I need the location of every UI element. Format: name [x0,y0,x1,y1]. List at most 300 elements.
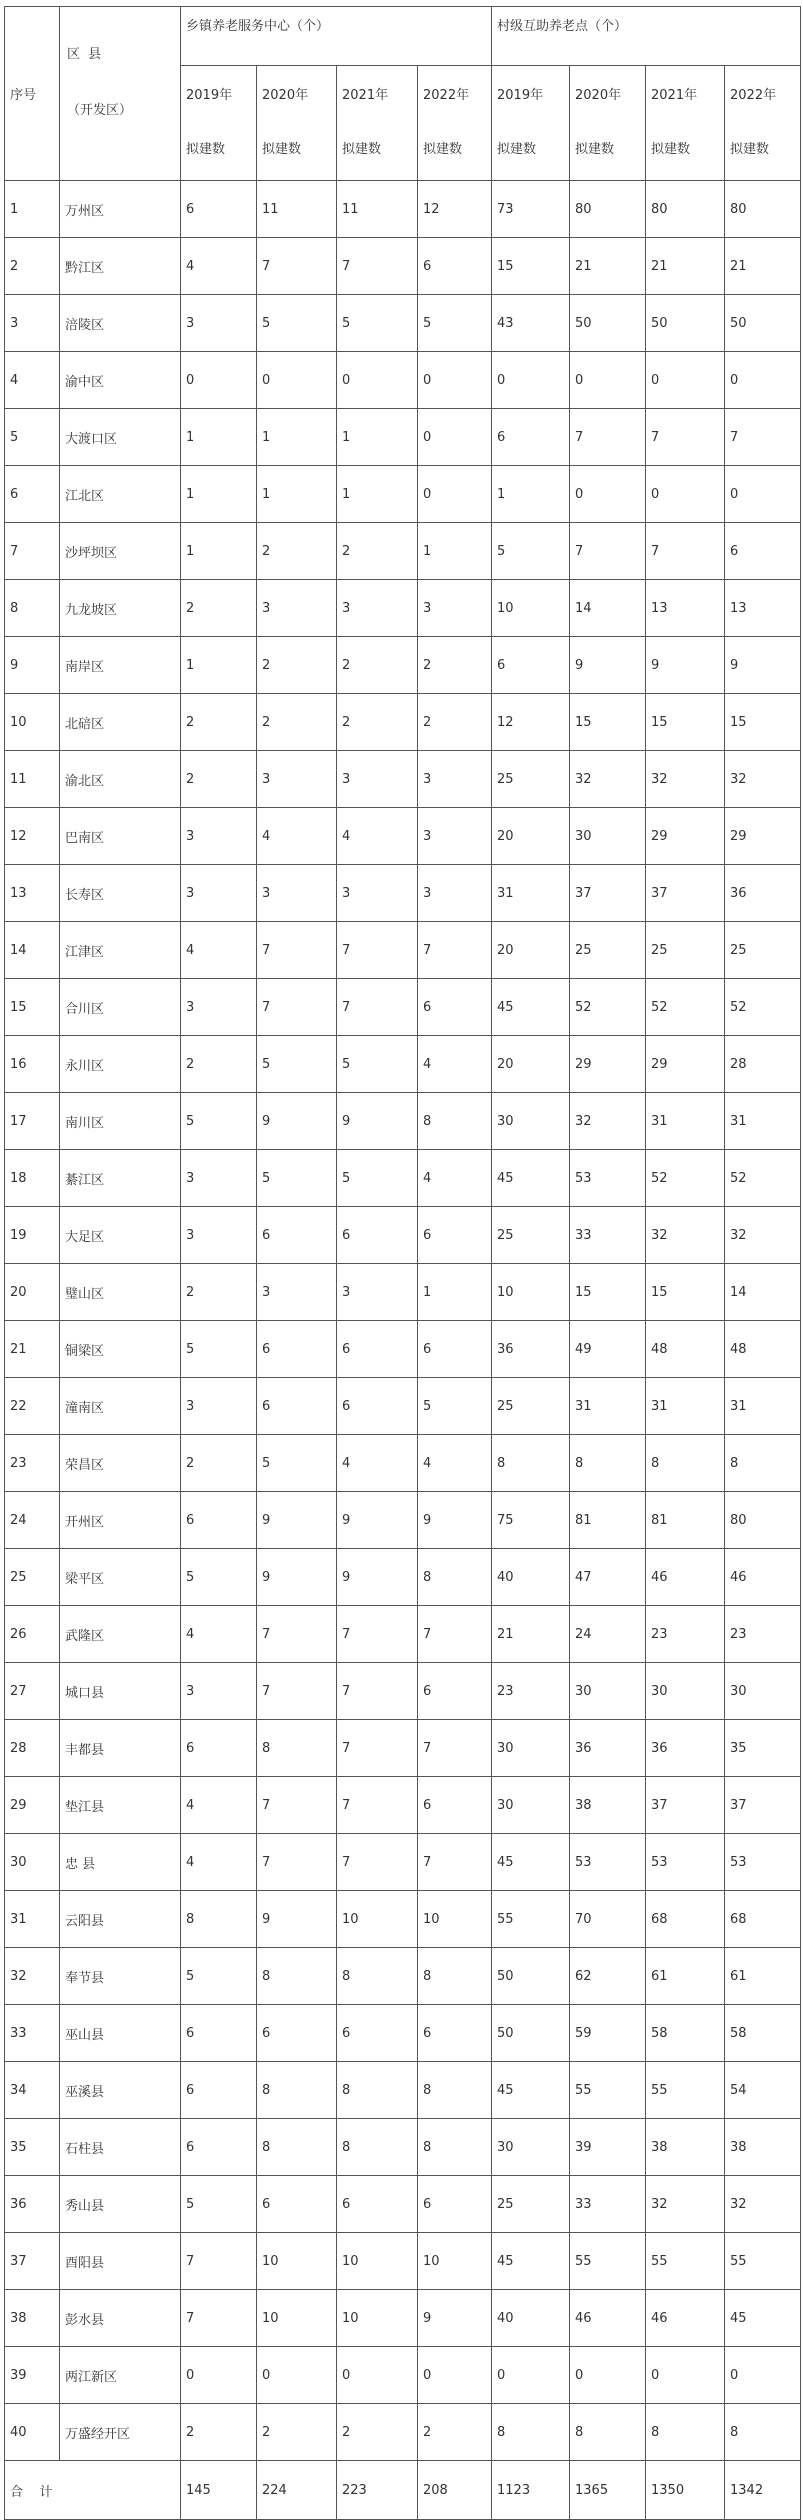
town-center-value: 4 [418,1435,492,1492]
village-point-value: 8 [725,2404,801,2461]
village-point-value: 36 [570,1720,646,1777]
town-center-value: 9 [257,1492,337,1549]
village-point-value: 30 [492,1720,570,1777]
village-point-value: 45 [492,1834,570,1891]
table-row [5,1264,801,1321]
table-row [5,2290,801,2347]
town-center-value: 3 [181,808,257,865]
village-point-value: 25 [725,922,801,979]
village-point-value: 25 [492,751,570,808]
row-seq: 38 [5,2290,60,2347]
year-header-0 [181,66,257,181]
town-center-value: 9 [257,1549,337,1606]
village-point-total: 1365 [570,2461,646,2520]
village-point-value: 55 [492,1891,570,1948]
town-center-value: 0 [418,2347,492,2404]
town-center-value: 2 [257,523,337,580]
town-center-value: 5 [337,295,418,352]
table-row [5,637,801,694]
year-header-4 [492,66,570,181]
village-point-value: 0 [570,2347,646,2404]
table-row [5,865,801,922]
row-seq: 14 [5,922,60,979]
row-district: 忠 县 [60,1834,181,1891]
table-row [5,1150,801,1207]
row-seq: 34 [5,2062,60,2119]
town-center-value: 2 [337,2404,418,2461]
town-center-value: 6 [418,1321,492,1378]
town-center-value: 3 [337,865,418,922]
village-point-value: 23 [646,1606,725,1663]
village-point-value: 21 [570,238,646,295]
village-point-value: 25 [492,2176,570,2233]
village-point-value: 7 [646,409,725,466]
row-seq: 39 [5,2347,60,2404]
town-center-value: 2 [181,1264,257,1321]
town-center-value: 4 [181,922,257,979]
village-point-value: 61 [646,1948,725,2005]
row-district: 丰都县 [60,1720,181,1777]
town-center-value: 3 [257,580,337,637]
village-point-value: 50 [646,295,725,352]
year-header-6 [646,66,725,181]
town-center-value: 7 [418,1606,492,1663]
town-center-value: 11 [257,181,337,238]
year-header-2 [337,66,418,181]
town-center-value: 2 [181,1036,257,1093]
village-point-value: 37 [646,1777,725,1834]
village-point-value: 29 [646,808,725,865]
town-center-value: 6 [418,979,492,1036]
row-seq: 12 [5,808,60,865]
table-row [5,1492,801,1549]
row-district: 永川区 [60,1036,181,1093]
town-center-value: 6 [257,2005,337,2062]
row-district: 渝中区 [60,352,181,409]
village-point-value: 61 [725,1948,801,2005]
town-center-value: 5 [257,295,337,352]
year-label: 2022年 [730,88,777,103]
village-point-value: 0 [492,2347,570,2404]
village-point-value: 32 [725,2176,801,2233]
town-center-value: 7 [337,1606,418,1663]
row-district: 奉节县 [60,1948,181,2005]
town-center-value: 9 [257,1891,337,1948]
village-point-value: 9 [646,637,725,694]
town-center-total: 224 [257,2461,337,2520]
town-center-value: 7 [257,1834,337,1891]
town-center-value: 1 [418,523,492,580]
town-center-value: 8 [337,2119,418,2176]
town-center-value: 0 [418,466,492,523]
row-district: 巴南区 [60,808,181,865]
town-center-total: 208 [418,2461,492,2520]
table-row [5,1891,801,1948]
year-label: 2019年 [497,88,544,103]
village-point-value: 0 [646,2347,725,2404]
town-center-value: 9 [337,1492,418,1549]
town-center-value: 6 [181,181,257,238]
row-district: 武隆区 [60,1606,181,1663]
town-center-value: 8 [257,2119,337,2176]
row-district: 九龙坡区 [60,580,181,637]
town-center-value: 2 [181,580,257,637]
town-center-value: 7 [337,238,418,295]
year-label: 2020年 [262,88,309,103]
row-seq: 33 [5,2005,60,2062]
village-point-value: 48 [646,1321,725,1378]
town-center-value: 1 [337,466,418,523]
town-center-value: 6 [257,1378,337,1435]
table-row [5,2233,801,2290]
town-center-value: 6 [418,1663,492,1720]
village-point-value: 53 [646,1834,725,1891]
town-center-value: 8 [337,2062,418,2119]
town-center-value: 6 [418,1777,492,1834]
village-point-value: 14 [725,1264,801,1321]
village-point-value: 55 [570,2233,646,2290]
town-center-value: 5 [257,1036,337,1093]
row-seq: 37 [5,2233,60,2290]
town-center-value: 0 [418,352,492,409]
village-point-value: 23 [725,1606,801,1663]
row-seq: 17 [5,1093,60,1150]
town-center-value: 6 [181,1492,257,1549]
village-point-value: 29 [646,1036,725,1093]
village-point-value: 45 [492,2062,570,2119]
town-center-value: 6 [181,2119,257,2176]
village-point-value: 37 [725,1777,801,1834]
town-center-value: 7 [337,922,418,979]
town-center-value: 7 [337,1834,418,1891]
town-center-value: 1 [181,637,257,694]
town-center-value: 4 [418,1036,492,1093]
town-center-total: 145 [181,2461,257,2520]
year-label: 2021年 [342,88,389,103]
town-center-value: 6 [181,1720,257,1777]
row-district: 沙坪坝区 [60,523,181,580]
village-point-value: 75 [492,1492,570,1549]
town-center-value: 5 [418,295,492,352]
town-center-value: 4 [181,1777,257,1834]
town-center-value: 10 [337,2233,418,2290]
town-center-value: 1 [418,1264,492,1321]
village-point-value: 52 [725,1150,801,1207]
town-center-value: 6 [418,1207,492,1264]
town-center-value: 2 [181,1435,257,1492]
village-point-value: 8 [570,1435,646,1492]
planned-count-label: 拟建数 [262,142,302,157]
town-center-value: 3 [257,1264,337,1321]
town-center-value: 8 [418,1948,492,2005]
town-center-value: 5 [181,1549,257,1606]
town-center-value: 6 [257,1321,337,1378]
town-center-value: 2 [418,694,492,751]
row-district: 北碚区 [60,694,181,751]
town-center-value: 11 [337,181,418,238]
row-district: 璧山区 [60,1264,181,1321]
village-point-value: 55 [646,2233,725,2290]
row-district: 荣昌区 [60,1435,181,1492]
village-point-value: 31 [570,1378,646,1435]
town-center-value: 1 [257,409,337,466]
village-point-value: 54 [725,2062,801,2119]
town-center-value: 3 [181,1378,257,1435]
village-point-value: 62 [570,1948,646,2005]
row-district: 江北区 [60,466,181,523]
village-point-value: 15 [570,694,646,751]
town-center-value: 2 [337,637,418,694]
town-center-value: 0 [257,352,337,409]
town-center-value: 4 [337,808,418,865]
town-center-value: 3 [257,751,337,808]
village-point-value: 53 [570,1834,646,1891]
village-point-value: 9 [725,637,801,694]
village-point-value: 14 [570,580,646,637]
town-center-value: 9 [257,1093,337,1150]
village-point-value: 45 [725,2290,801,2347]
town-center-value: 7 [418,1834,492,1891]
year-label: 2019年 [186,88,233,103]
village-point-value: 52 [725,979,801,1036]
district-header-line2: （开发区） [67,103,133,118]
row-seq: 36 [5,2176,60,2233]
row-seq: 7 [5,523,60,580]
town-center-value: 10 [257,2233,337,2290]
planned-count-label: 拟建数 [575,142,615,157]
year-label: 2020年 [575,88,622,103]
table-row [5,466,801,523]
table-row [5,2176,801,2233]
row-seq: 4 [5,352,60,409]
town-center-value: 8 [181,1891,257,1948]
village-point-value: 24 [570,1606,646,1663]
town-center-value: 8 [257,1720,337,1777]
town-center-value: 5 [337,1036,418,1093]
planned-count-label: 拟建数 [730,142,770,157]
district-header [60,7,181,181]
village-point-value: 68 [725,1891,801,1948]
village-point-value: 37 [570,865,646,922]
town-center-value: 4 [181,238,257,295]
town-center-value: 0 [257,2347,337,2404]
village-point-value: 8 [492,1435,570,1492]
village-point-value: 8 [646,2404,725,2461]
village-point-value: 38 [570,1777,646,1834]
town-center-value: 2 [181,694,257,751]
village-point-value: 52 [570,979,646,1036]
village-point-value: 81 [570,1492,646,1549]
town-center-value: 8 [418,2119,492,2176]
village-point-value: 55 [570,2062,646,2119]
town-center-value: 6 [337,2176,418,2233]
year-label: 2021年 [651,88,698,103]
village-point-value: 28 [725,1036,801,1093]
row-district: 铜梁区 [60,1321,181,1378]
village-point-value: 32 [646,751,725,808]
row-seq: 18 [5,1150,60,1207]
row-district: 大足区 [60,1207,181,1264]
row-seq: 24 [5,1492,60,1549]
village-point-value: 43 [492,295,570,352]
town-center-value: 6 [418,2176,492,2233]
row-seq: 26 [5,1606,60,1663]
town-center-value: 1 [181,523,257,580]
village-point-value: 7 [725,409,801,466]
row-seq: 20 [5,1264,60,1321]
table-row [5,1606,801,1663]
town-center-value: 3 [181,865,257,922]
town-center-value: 7 [337,1720,418,1777]
town-center-value: 7 [257,238,337,295]
row-seq: 15 [5,979,60,1036]
row-seq: 10 [5,694,60,751]
town-center-value: 3 [337,580,418,637]
elderly-care-plan-table [4,6,801,2520]
town-center-total: 223 [337,2461,418,2520]
row-seq: 9 [5,637,60,694]
town-center-value: 5 [181,1093,257,1150]
town-center-value: 2 [337,523,418,580]
table-row [5,1378,801,1435]
village-point-value: 31 [725,1378,801,1435]
town-center-value: 9 [418,2290,492,2347]
village-point-value: 10 [492,580,570,637]
row-district: 合川区 [60,979,181,1036]
town-center-value: 7 [418,922,492,979]
town-center-value: 4 [181,1834,257,1891]
table-row [5,922,801,979]
table-row [5,1948,801,2005]
town-center-value: 8 [257,1948,337,2005]
town-center-value: 10 [337,2290,418,2347]
town-center-value: 2 [181,2404,257,2461]
table-row [5,2404,801,2461]
town-center-value: 5 [257,1435,337,1492]
row-seq: 2 [5,238,60,295]
village-point-value: 50 [570,295,646,352]
row-district: 垫江县 [60,1777,181,1834]
village-point-value: 12 [492,694,570,751]
village-point-value: 46 [725,1549,801,1606]
village-point-value: 10 [492,1264,570,1321]
town-center-value: 3 [337,751,418,808]
table-row [5,694,801,751]
village-point-value: 25 [570,922,646,979]
town-center-value: 8 [418,2062,492,2119]
town-center-value: 9 [337,1549,418,1606]
village-point-total: 1123 [492,2461,570,2520]
table-row [5,580,801,637]
town-center-value: 6 [181,2005,257,2062]
planned-count-label: 拟建数 [342,142,382,157]
town-center-value: 1 [181,466,257,523]
village-point-value: 70 [570,1891,646,1948]
town-center-value: 2 [418,637,492,694]
village-point-value: 59 [570,2005,646,2062]
table-row [5,181,801,238]
town-center-value: 10 [418,1891,492,1948]
village-point-value: 33 [570,2176,646,2233]
village-point-value: 21 [492,1606,570,1663]
row-seq: 3 [5,295,60,352]
village-point-value: 49 [570,1321,646,1378]
row-district: 梁平区 [60,1549,181,1606]
table-row [5,295,801,352]
town-center-value: 3 [181,1663,257,1720]
village-point-value: 32 [570,1093,646,1150]
village-point-value: 1 [492,466,570,523]
row-district: 綦江区 [60,1150,181,1207]
village-point-value: 8 [725,1435,801,1492]
town-center-value: 7 [257,1663,337,1720]
village-point-value: 7 [570,523,646,580]
village-point-value: 0 [570,352,646,409]
row-seq: 31 [5,1891,60,1948]
village-point-value: 32 [570,751,646,808]
town-center-value: 10 [337,1891,418,1948]
village-point-value: 58 [646,2005,725,2062]
village-point-value: 31 [492,865,570,922]
row-district: 两江新区 [60,2347,181,2404]
table-row [5,751,801,808]
village-point-value: 30 [570,1663,646,1720]
row-seq: 30 [5,1834,60,1891]
town-center-value: 2 [257,2404,337,2461]
village-point-value: 33 [570,1207,646,1264]
town-center-value: 6 [337,1207,418,1264]
table-row [5,1663,801,1720]
town-center-value: 6 [337,2005,418,2062]
row-district: 万州区 [60,181,181,238]
village-point-total: 1350 [646,2461,725,2520]
village-point-value: 45 [492,979,570,1036]
village-point-value: 45 [492,2233,570,2290]
town-center-value: 7 [257,979,337,1036]
town-center-value: 6 [257,1207,337,1264]
village-point-value: 13 [646,580,725,637]
town-center-value: 5 [257,1150,337,1207]
table-row [5,1777,801,1834]
town-center-value: 3 [418,808,492,865]
town-center-value: 5 [418,1378,492,1435]
village-point-value: 55 [646,2062,725,2119]
village-point-value: 50 [492,1948,570,2005]
village-point-value: 29 [725,808,801,865]
village-point-value: 31 [646,1378,725,1435]
town-center-value: 7 [337,1663,418,1720]
village-point-value: 21 [725,238,801,295]
seq-header: 序号 [5,7,60,181]
village-point-total: 1342 [725,2461,801,2520]
town-center-value: 0 [181,352,257,409]
town-center-value: 4 [418,1150,492,1207]
village-point-value: 30 [725,1663,801,1720]
village-point-value: 73 [492,181,570,238]
row-district: 巫溪县 [60,2062,181,2119]
village-point-value: 45 [492,1150,570,1207]
row-district: 酉阳县 [60,2233,181,2290]
town-center-value: 10 [418,2233,492,2290]
town-center-value: 2 [337,694,418,751]
village-point-value: 52 [646,979,725,1036]
row-seq: 32 [5,1948,60,2005]
row-seq: 11 [5,751,60,808]
village-point-value: 0 [725,2347,801,2404]
village-point-value: 50 [725,295,801,352]
town-center-value: 5 [181,1321,257,1378]
town-center-value: 0 [418,409,492,466]
